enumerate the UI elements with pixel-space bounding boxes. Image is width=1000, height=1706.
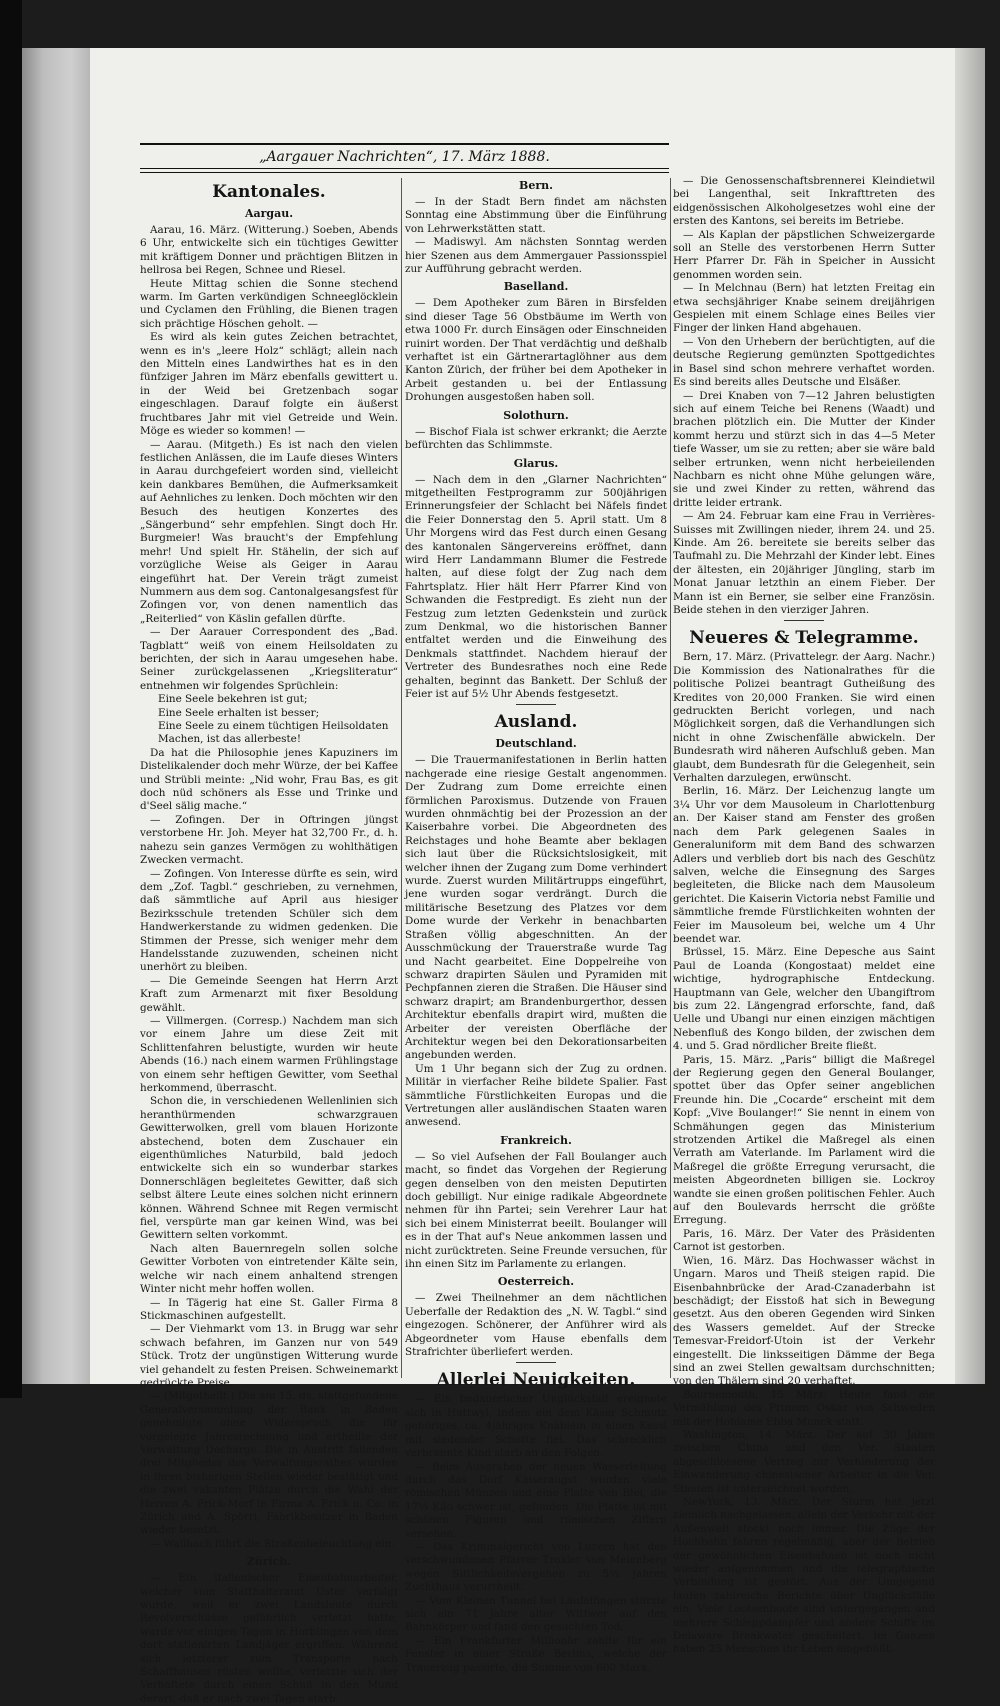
verse-line: Eine Seele zu einem tüchtigen Heilsoldaten <box>158 720 389 733</box>
article-paragraph: Paris, 15. März. „Paris“ billigt die Maßregel der Regierung gegen den General Boulanger, spottet über das Opfer seiner angeblichen Freunde hin. Die „Cocarde“ erscheint mit dem Kopf: „Vive Boulanger!“ Sie nennt in einem von Schmähungen gegen das Ministerium strotzenden Artikel die Maßregel als einen Verrath am Vaterlande. Im Parlament wird die Maßregel die größte Erregung verursacht, die meisten Abgeordneten billigen sie. Lockroy wandte sie einen großen politischen Fehler. Auch auf den Boulevards herrscht die größte Erregung. <box>673 1053 935 1227</box>
article-paragraph: Washington, 14. März. Der auf 30 Jahre zwischen China und den Ver. Staaten abgeschlossene Vertrag zur Verhinderung der Einwanderung chinesischer Arbeiter in die Ver. Staaten ist unterzeichnet worden. <box>673 1428 935 1495</box>
article-paragraph: — Ein bedauerlicher Unglücksfall ereignete sich in Huttwyl, indem ein dem Käser Schmutz gehöriges, ca. 4jähriges Knäblein in einen Kessi mit siedender Schotte fiel. Das schrecklich verbrannte Kind starb an den Folgen. <box>405 1393 667 1460</box>
article-paragraph: — Dem Apotheker zum Bären in Birsfelden sind dieser Tage 56 Obstbäume im Werth von etwa 1000 Fr. durch Einsägen oder Einschneiden ruinirt worden. Der That verdächtig und deßhalb verhaftet ist ein Gärtnerartaglöhner aus dem Kanton Zürich, der früher bei dem Apotheker in Arbeit gestanden u. bei der Entlassung Drohungen ausgestoßen haben soll. <box>405 297 667 404</box>
article-paragraph: — Der Viehmarkt vom 13. in Brugg war sehr schwach befahren, im Ganzen nur von 549 Stück. Trotz der ungünstigen Witterung wurde viel gehandelt zu festen Preisen. Schweinemarkt gedrückte Preise. <box>140 1323 398 1389</box>
article-paragraph: — Zwei Theilnehmer an dem nächtlichen Ueberfalle der Redaktion des „N. W. Tagbl.“ sind eingezogen. Schönerer, der Anführer wird als Abgeordneter vom Hause ebenfalls dem Strafrichter überliefert werden. <box>405 1292 667 1359</box>
article-paragraph: Um 1 Uhr begann sich der Zug zu ordnen. Militär in vierfacher Reihe bildete Spalier. Fast sämmtliche Fürstlichkeiten Europas und die Vertretungen aller ausländischen Staaten waren anwesend. <box>405 1062 667 1129</box>
article-paragraph: Bournemouth, 15 März. Heute fand die Vermählung des Prinzen Oskar von Schweden mit der Hofdame Ebba Munck statt. <box>673 1388 935 1428</box>
section-rule <box>516 1362 556 1363</box>
article-paragraph: — (Mitgetheilt.) Die am 15. ds. stattgefundene Generalversammlung der Bank in Baden genehmigte ohne Widerspruch die ihr vorgelegte Jahresrechnung und ertheilte der Verwaltung Decharge. Die in Austritt fallenden drei Mitglieder des Verwaltungsrathes wurden in ihren bisherigen Stellen wieder bestätigt und die zwei vakanten Plätze durch die Wahl der Herren A. Frick-Morf in Firma A. Frick u. Co. in Zürich und A. Spörri, Fabrikbesitzer in Baden wieder besetzt. <box>140 1390 398 1537</box>
subheading-frankreich: Frankreich. <box>500 1133 572 1147</box>
article-paragraph: — Das Kriminalgericht von Luzern hat den verschwundenen Pfarrer Troxler von Meienberg wegen Sittlichkeitsvergehen zu 5½ Jahren Zuchthaus verurtheilt. <box>405 1540 667 1594</box>
subheading-bern: Bern. <box>519 179 553 192</box>
subheading-glarus: Glarus. <box>513 456 559 470</box>
article-paragraph: — Aarau. (Mitgeth.) Es ist nach den vielen festlichen Anlässen, die im Laufe dieses Winters in Aarau durchgefeiert worden sind, vielleicht kein dankbares Bemühen, die Aufmerksamkeit auf Aehnliches zu lenken. Doch möchten wir den Besuch des heutigen Konzertes des „Sängerbund“ sehr empfehlen. Singt doch Hr. Burgmeier! Was braucht's der Empfehlung mehr! Und spielt Hr. Stähelin, der sich auf vorzügliche Weise als Geiger in Aarau eingeführt hat. Der Verein trägt zumeist Nummern aus dem sog. Cantonalgesangsfest für Zofingen vor, von denen namentlich das „Reiterlied“ von Käslin gefallen dürfte. <box>140 438 398 625</box>
article-paragraph: Bern, 17. März. (Privattelegr. der Aarg. Nachr.) Die Kommission des Nationalrathes für die politische Polizei beantragt Gutheißung des Kredites von 20,000 Franken. Sie wird einen gedruckten Bericht vorlegen, und nach Möglichkeit sorgen, daß die Verhandlungen sich nicht in ohne Zwischenfälle abwickeln. Der Bundesrath wird näheren Aufschluß geben. Man glaubt, dem Bundesrath für die Gelegenheit, sein Verhalten darzulegen, erwünscht. <box>673 651 935 785</box>
article-paragraph: — Nach dem in den „Glarner Nachrichten“ mitgetheilten Festprogramm zur 500jährigen Erinnerungsfeier der Schlacht bei Näfels findet die Feier Donnerstag den 5. April statt. Um 8 Uhr Morgens wird das Fest durch einen Gesang des kantonalen Sängervereins eröffnet, dann wird Herr Landammann Blumer die Festrede halten, auf diese folgt der Zug nach dem Fahrtsplatz. Hier hält Herr Pfarrer Kind von Schwanden die Festpredigt. Es zieht nun der Festzug zum letzten Gedenkstein und zurück zum Denkmal, wo die historischen Banner entfaltet werden und die Einweihung des Denkmals stattfindet. Nachdem hierauf der Vertreter des Bundesrathes noch eine Rede gehalten, beginnt das Bankett. Der Schluß der Feier ist auf 5½ Uhr Abends festgesetzt. <box>405 473 667 700</box>
article-paragraph: — Vom Kleinen Tunnel bei Läufelfingen stürzte sich ein 71 Jahre alter Wittwer auf den Bahnkörper und fand den gesuchten Tod. <box>405 1594 667 1634</box>
article-paragraph: — Zofingen. Von Interesse dürfte es sein, wird dem „Zof. Tagbl.“ geschrieben, zu vernehmen, daß sämmtliche auf April aus hiesiger Bezirksschule tretenden Schüler sich dem Handwerkerstande zu widmen gedenken. Die Stimmen der Presse, sich weniger mehr dem Handelsstande zuzuwenden, scheinen nicht unerhört zu bleiben. <box>140 867 398 974</box>
article-paragraph: — In Tägerig hat eine St. Galler Firma 8 Stickmaschinen aufgestellt. <box>140 1296 398 1322</box>
article-paragraph: — In Melchnau (Bern) hat letzten Freitag ein etwa sechsjähriger Knabe seinem dreijährigen Gespielen mit einem Schlage eines Beiles vier Finger der linken Hand abgehauen. <box>673 282 935 335</box>
article-paragraph: Da hat die Philosophie jenes Kapuziners im Distelikalender doch mehr Würze, der bei Kaffee und Strübli meinte: „Nid wohr, Frau Bas, es git doch nüd schöners als Esse und Trinke und d'Seel sälig mache.“ <box>140 746 398 813</box>
verse-line: Machen, ist das allerbeste! <box>158 733 301 746</box>
article-paragraph: — So viel Aufsehen der Fall Boulanger auch macht, so findet das Vorgehen der Regierung gegen denselben von den meisten Deputirten doch gebilligt. Nur einige radikale Abgeordnete nehmen für ihn Partei; sein Verehrer Laur hat sich bei einem Ministerrat beeilt. Boulanger will es in der That auf's Neue ankommen lassen und nicht zurücktreten. Seine Freunde versuchen, für ihn einen Sitz im Parlamente zu erlangen. <box>405 1150 667 1271</box>
page-edge-right <box>955 48 985 1384</box>
article-paragraph: — Villmergen. (Corresp.) Nachdem man sich vor einem Jahre um diese Zeit mit Schlittenfahren belustigte, wurden wir heute Abends (16.) nach einem warmen Frühlingstage von einem sehr heftigen Gewitter, vom Seethal herkommend, überrascht. <box>140 1014 398 1094</box>
article-paragraph: Wien, 16. März. Das Hochwasser wächst in Ungarn. Maros und Theiß steigen rapid. Die Eisenbahnbrücke der Arad-Czanaderbahn ist beschädigt; der Eisstoß hat sich in Bewegung gesetzt. Aus den oberen Gegenden wird Sinken des Wassers gemeldet. Auf der Strecke Temesvar-Freidorf-Utoin ist der Verkehr eingestellt. Die linksseitigen Dämme der Bega sind an zwei Stellen gewaltsam durchschnitten; von den Thälern sind 20 verhaftet. <box>673 1254 935 1388</box>
subheading-zuerich: Zürich. <box>246 1555 292 1569</box>
subheading-baselland: Baselland. <box>503 280 569 294</box>
column-divider-1 <box>401 178 402 1378</box>
article-paragraph: — Die Trauermanifestationen in Berlin hatten nachgerade eine riesige Gestalt angenommen. Der Zudrang zum Dome erreichte einen förmlichen Paroxismus. Dutzende von Frauen wurden ohnmächtig bei der Prozession an der Kaiserbahre vorbei. Die Abgeordneten des Reichstages und hohe Beamte aber beklagen sich laut über die Rücksichtslosigkeit, mit welcher ihnen der Zugang zum Dome verhindert wurde. Zuerst wurden Militärtrupps eingeführt, jene wurden sogar verdrängt. Durch die militärische Besetzung des Platzes vor dem Dome wurde der Verkehr in benachbarten Straßen völlig abgeschnitten. An der Ausschmückung der Trauerstraße wurde Tag und Nacht gearbeitet. Eine Doppelreihe von schwarz drapirten Säulen und Pyramiden mit Pechpfannen zieren die Straßen. Die Häuser sind schwarz drapirt; am Brandenburgerthor, dessen Architektur ebenfalls drapirt wird, mußten die Arbeiter der vereisten Oberfläche der Architektur wegen bei den Dekorationsarbeiten angebunden werden. <box>405 754 667 1062</box>
column-3 <box>673 175 935 1657</box>
article-paragraph: Heute Mittag schien die Sonne stechend warm. Im Garten verkündigen Schneeglöcklein und Cyclamen den Frühling, die Bienen tragen sich prächtige Höschen geholt. — <box>140 277 398 330</box>
article-paragraph: — Drei Knaben von 7—12 Jahren belustigten sich auf einem Teiche bei Renens (Waadt) und brachen plötzlich ein. Die Mutter der Kinder kommt herzu und stürzt sich in das 4—5 Meter tiefe Wasser, um sie zu retten; aber sie wäre bald selber ertrunken, wenn nicht herbeieilenden Nachbarn es nicht ohne Mühe gelungen wäre, sie und zwei Kinder zu retten, während das dritte leider ertrank. <box>673 389 935 509</box>
article-paragraph: — Ein Frankfurter Millionär zahlte für ein Fenster in einer Straße Berlins, welche der Trauerzug passirte, die Summe von 600 Mark. <box>405 1634 667 1674</box>
article-paragraph: Berlin, 16. März. Der Leichenzug langte um 3¼ Uhr vor dem Mausoleum in Charlottenburg an. Der Kaiser stand am Fenster des großen nach dem Park gelegenen Saales in Generaluniform mit dem Band des schwarzen Adlers und verblieb dort bis nach des Geschütz salven, welche die Einsegnung des Sarges begleiteten, die Blicke nach dem Mausoleum gerichtet. Die Kaiserin Victoria nebst Familie und sämmtliche fremde Fürstlichkeiten wohnten der Feier im Mausoleum bei, welche um 4 Uhr beendet war. <box>673 785 935 945</box>
page-stack-edge <box>22 48 92 1384</box>
article-paragraph: — Als Kaplan der päpstlichen Schweizergarde soll an Stelle des verstorbenen Herrn Sutter Herr Pfarrer Dr. Fäh in Speicher in Aussicht genommen worden sein. <box>673 228 935 281</box>
subheading-deutschland: Deutschland. <box>495 737 577 751</box>
column-2 <box>405 175 667 1675</box>
article-paragraph: Nach alten Bauernregeln sollen solche Gewitter Vorboten von eintretender Kälte sein, welche wir nach einem anhaltend strengen Winter nicht mehr hoffen wollen. <box>140 1242 398 1296</box>
article-paragraph: — Bischof Fiala ist schwer erkrankt; die Aerzte befürchten das Schlimmste. <box>405 425 667 452</box>
article-paragraph: — In der Stadt Bern findet am nächsten Sonntag eine Abstimmung über die Einführung von Lehrwerkstätten statt. <box>405 196 667 235</box>
article-paragraph: — Beim Ausgraben der neuen Wasserleitung durch das Dorf Kaiseraugst wurden viele römischen Münzen und eine Platte von Blei, die 17½ Kilo schwer ist, gefunden. Die Platte ist mit schönen Figuren und römischen Ziffern versehen. <box>405 1460 667 1540</box>
verse-line: Eine Seele erhalten ist besser; <box>158 706 320 719</box>
article-paragraph: — Von den Urhebern der berüchtigten, auf die deutsche Regierung gemünzten Spottgedichtes in Basel sind schon mehrere verhaftet worden. Es sind bereits alles Deutsche und Elsäßer. <box>673 335 935 389</box>
subheading-solothurn: Solothurn. <box>503 408 569 422</box>
article-paragraph: — Die Genossenschaftsbrennerei Kleindietwil bei Langenthal, seit Inkrafttreten des eidgenössischen Alkoholgesetzes wohl eine der ersten des Kantons, sei bereits im Betriebe. <box>673 175 935 228</box>
article-paragraph: — Zofingen. Der in Oftringen jüngst verstorbene Hr. Joh. Meyer hat 32,700 Fr., d. h. nahezu sein ganzes Vermögen zu wohlthätigen Zwecken vermacht. <box>140 813 398 867</box>
verse-line: Eine Seele bekehren ist gut; <box>158 693 308 706</box>
section-heading-allerlei: Allerlei Neuigkeiten. <box>436 1370 636 1391</box>
article-paragraph: — Am 24. Februar kam eine Frau in Verrières-Suisses mit Zwillingen nieder, ihrem 24. und 25. Kinde. Am 26. bereitete sie bereits selber das Taufmahl zu. Die Mehrzahl der Kinder lebt. Eines der ältesten, ein 20jähriger Jüngling, starb im Monat Januar letzthin an einem Fieber. Der Mann ist ein Berner, sie selber eine Französin. Beide stehen in den vierziger Jahren. <box>673 510 935 616</box>
article-paragraph: Aarau, 16. März. (Witterung.) Soeben, Abends 6 Uhr, entwickelte sich ein tüchtiges Gewitter mit kräftigem Donner und prächtigen Blitzen in hellrosa bei Regen, Schnee und Riesel. <box>140 224 398 277</box>
section-rule <box>784 620 824 621</box>
article-paragraph: — Ein italienischer Eisenbahnarbeiter, welcher vom Statthalteramt Uster verfolgt wurde, weil er zwei Landsleute durch Revolverschüsse gefährlich verletzt hatte, wurde vor einigen Tagen in Horblingen von dem dort stationirten Landjäger ergriffen. Während sich letzterer zum Transporte nach Schaffhausen rüsten wollte, verletzte sich der Verhaftete durch einen Schuß in den Mund derart, daß er nach zwei Tagen starb. <box>140 1572 398 1705</box>
article-paragraph: — Wallbach führt die Straßenbeleuchtung ein. <box>150 1537 395 1550</box>
column-1 <box>140 175 398 1706</box>
section-heading-ausland: Ausland. <box>494 712 578 733</box>
article-paragraph: Es wird als kein gutes Zeichen betrachtet, wenn es in's „leere Holz“ schlägt; allein nach den Mitteln eines Landwirthes hat es in den fünfziger Jahren im März ebenfalls gewittert u. in der Weid bei Gretzenbach sogar eingeschlagen. Darauf folgte ein äußerst fruchtbares Jahr mit viel Getreide und Wein. Möge es wieder so kommen! — <box>140 331 398 438</box>
article-paragraph: Brüssel, 15. März. Eine Depesche aus Saint Paul de Loanda (Kongostaat) meldet eine wichtige, hydrographische Entdeckung. Hauptmann van Gele, welcher den Ubangiftrom bis zum 22. Längengrad erforschte, fand, daß Uelle und Ubangi nur einen einzigen mächtigen Nebenfluß des Kongo bilden, der zwischen dem 4. und 5. Grad nördlicher Breite fließt. <box>673 946 935 1053</box>
header-double-rule <box>140 168 669 173</box>
subheading-aargau: Aargau. <box>244 207 294 220</box>
section-rule <box>516 704 556 705</box>
article-paragraph: — Der Aarauer Correspondent des „Bad. Tagblatt“ weiß von einem Heilsoldaten zu berichten, der sich in Aarau umgesehen habe. Seiner zurückgelassenen „Kriegsliteratur“ entnehmen wir folgendes Sprüchlein: <box>140 626 398 692</box>
scan-edge-left <box>0 0 22 1398</box>
article-paragraph: — Madiswyl. Am nächsten Sonntag werden hier Szenen aus dem Ammergauer Passionsspiel zur Aufführung gebracht werden. <box>405 236 667 276</box>
section-heading-kantonales: Kantonales. <box>212 182 326 202</box>
article-paragraph: — Die Gemeinde Seengen hat Herrn Arzt Kraft zum Armenarzt mit fixer Besoldung gewählt. <box>140 974 398 1014</box>
column-divider-2 <box>670 178 671 1378</box>
article-paragraph: Schon die, in verschiedenen Wellenlinien sich heranthürmenden schwarzgrauen Gewitterwolken, grell vom blauen Horizonte abstechend, boten dem Zuschauer ein eigenthümliches Naturbild, bald jedoch entwickelte sich ein so wunderbar starkes Donnerschlägen begleitetes Gewitter, daß sich selbst ältere Leute eines solchen nicht erinnern können. Während Schnee mit Regen vermischt fiel, verspürte man gar keinen Wind, was bei Gewittern selten vorkommt. <box>140 1095 398 1242</box>
header-rule <box>140 143 669 145</box>
article-paragraph: Paris, 16. März. Der Vater des Präsidenten Carnot ist gestorben. <box>673 1227 935 1254</box>
section-heading-telegramme: Neueres & Telegramme. <box>689 628 919 649</box>
article-paragraph: NewYork, 13. März. Der Sturm hat jetzt ziemlich nachgelassen, allein der Verkehr mit der Außenwelt stockt noch immer. Die Züge der Hochbahn fahren regelmäßig, aber der Betrieb der gewöhnlichen Eisenbahnen ist noch nicht wieder aufgenommen und die telegraphische Verbindung ist gestört. Aus der Umgegend laufen zahlreiche Berichte über Unglücksfälle ein. Viele Lootsenboote sind untergegangen und mehrere Schleppdampfer und andere Schiffe im Delaware Breakwater gescheitert. Im Ganzen haben 25 Menschen ihr Leben eingebüßt. <box>673 1496 935 1656</box>
subheading-oesterreich: Oesterreich. <box>497 1275 575 1289</box>
page-header: „Aargauer Nachrichten“, 17. März 1888. <box>259 149 550 165</box>
